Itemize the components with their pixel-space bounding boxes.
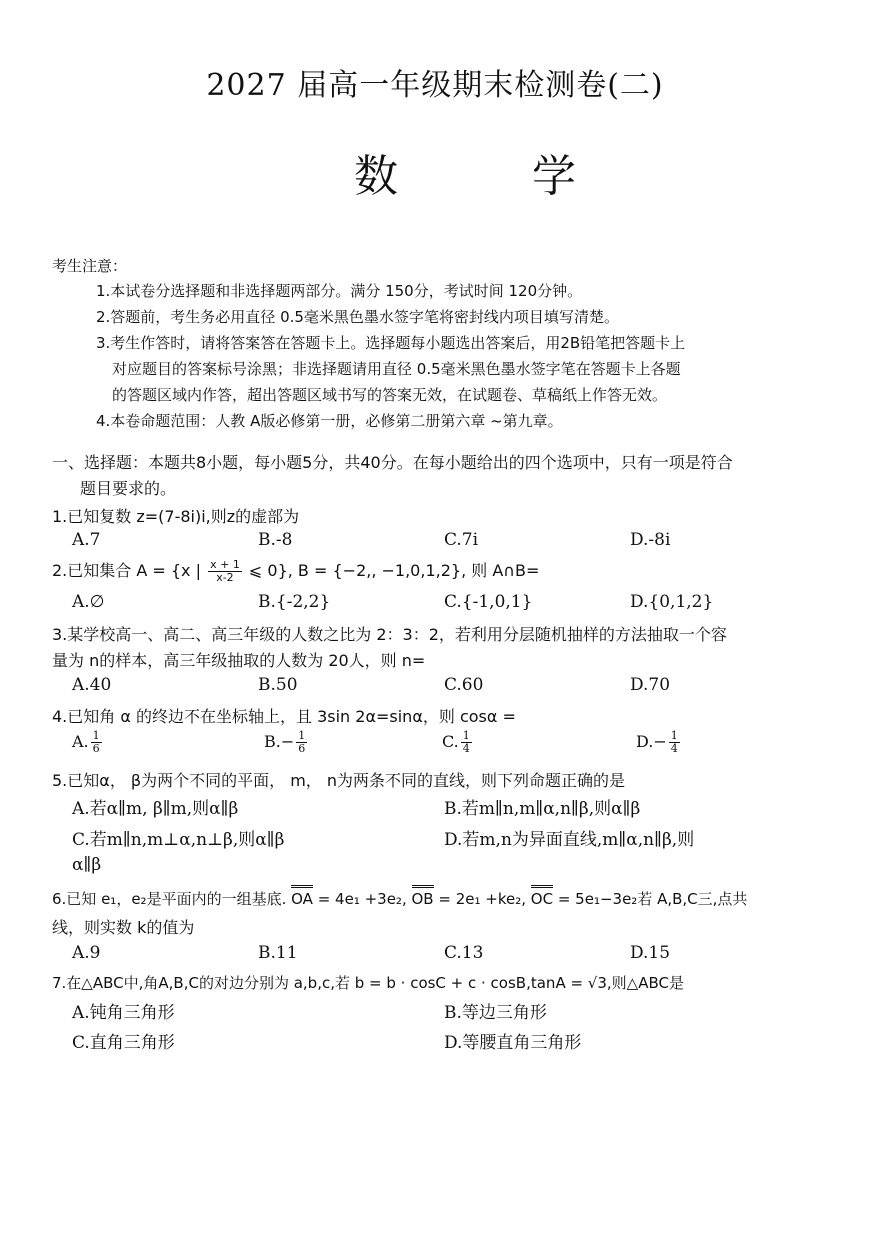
q6-stem-cont: 线，则实数 k的值为 bbox=[52, 918, 195, 937]
q6-oc-rhs: = 5e₁−3e₂ bbox=[553, 890, 638, 908]
q6-stem-pre: 6.已知 e₁，e₂是平面内的一组基底. bbox=[52, 890, 287, 908]
q6-option-a: A.9 bbox=[72, 943, 101, 963]
notice-item-4: 4.本卷命题范围：人教 A版必修第一册，必修第二册第六章 ~第九章。 bbox=[96, 412, 563, 430]
q4-option-c bbox=[442, 730, 474, 755]
q1-option-b: B.-8 bbox=[258, 530, 293, 550]
q2-frac-num: x + 1 bbox=[210, 558, 240, 571]
q4-a-frac bbox=[91, 730, 102, 755]
q5-option-c: C.若m∥n,m⊥α,n⊥β,则α∥β bbox=[72, 830, 285, 850]
q2-stem-post: ⩽ 0}, B = {−2,, −1,0,1,2}, 则 A∩B= bbox=[243, 561, 540, 580]
q4-stem: 4.已知角 α 的终边不在坐标轴上，且 3sin 2α=sinα，则 cosα = bbox=[52, 707, 516, 726]
q4-option-b bbox=[264, 730, 309, 755]
q3-option-b: B.50 bbox=[258, 675, 298, 695]
q2-option-b: B.{-2,2} bbox=[258, 592, 331, 612]
notice-item-3: 3.考生作答时，请将答案答在答题卡上。选择题每小题选出答案后，用2B铅笔把答题卡上 bbox=[96, 334, 686, 352]
q7-stem: 7.在△ABC中,角A,B,C的对边分别为 a,b,c,若 b = b · cosC + c · cosB,tanA = √3,则△ABC是 bbox=[52, 974, 684, 992]
q5-option-b: B.若m∥n,m∥α,n∥β,则α∥β bbox=[444, 799, 641, 819]
q1-option-a: A.7 bbox=[72, 530, 101, 550]
exam-title: 2027 届高一年级期末检测卷(二) bbox=[206, 68, 664, 103]
q4-d-label: D.− bbox=[636, 732, 667, 751]
section-heading-cont: 题目要求的。 bbox=[80, 479, 177, 498]
q5-option-d: D.若m,n为异面直线,m∥α,n∥β,则 bbox=[444, 830, 695, 850]
q2-fraction bbox=[208, 559, 242, 584]
q4-option-d bbox=[636, 730, 682, 755]
q4-a-den: 6 bbox=[92, 742, 100, 755]
q6-vector-oc: OC bbox=[530, 890, 554, 908]
q3-option-a: A.40 bbox=[72, 675, 112, 695]
q3-option-d: D.70 bbox=[630, 675, 671, 695]
notice-heading: 考生注意： bbox=[52, 257, 128, 275]
q2-frac-den: x-2 bbox=[216, 571, 234, 584]
q3-stem: 3.某学校高一、高二、高三年级的人数之比为 2：3：2，若利用分层随机抽样的方法抽取一个容 bbox=[52, 625, 727, 644]
notice-item-2: 2.答题前，考生务必用直径 0.5毫米黑色墨水签字笔将密封线内项目填写清楚。 bbox=[96, 308, 619, 326]
q4-b-label: B.− bbox=[264, 732, 295, 751]
q7-option-c: C.直角三角形 bbox=[72, 1033, 175, 1053]
q6-stem-post: 若 A,B,C三,点共 bbox=[637, 890, 748, 908]
q6-oa-rhs: = 4e₁ +3e₂, bbox=[312, 890, 407, 908]
q2-option-c: C.{-1,0,1} bbox=[444, 592, 533, 612]
q3-stem-cont: 量为 n的样本，高三年级抽取的人数为 20人，则 n= bbox=[52, 651, 426, 670]
q2-stem bbox=[52, 558, 539, 584]
q5-option-a: A.若α∥m, β∥m,则α∥β bbox=[72, 799, 239, 819]
q7-option-a: A.钝角三角形 bbox=[72, 1003, 175, 1023]
q5-option-d-cont: α∥β bbox=[72, 855, 102, 875]
q2-option-d: D.{0,1,2} bbox=[630, 592, 714, 612]
q5-stem: 5.已知α， β为两个不同的平面， m， n为两条不同的直线，则下列命题正确的是 bbox=[52, 771, 626, 790]
q1-option-d: D.-8i bbox=[630, 530, 671, 550]
q6-vector-oa: OA bbox=[291, 890, 313, 908]
q4-c-den: 4 bbox=[462, 742, 470, 755]
q6-option-c: C.13 bbox=[444, 943, 484, 963]
q4-d-num: 1 bbox=[670, 729, 678, 742]
q4-c-label: C. bbox=[442, 732, 459, 751]
q4-a-num: 1 bbox=[92, 729, 100, 742]
q1-option-c: C.7i bbox=[444, 530, 479, 550]
q6-ob-rhs: = 2e₁ +ke₂, bbox=[433, 890, 526, 908]
q4-c-num: 1 bbox=[462, 729, 470, 742]
notice-item-1: 1.本试卷分选择题和非选择题两部分。满分 150分，考试时间 120分钟。 bbox=[96, 282, 583, 300]
q6-stem bbox=[52, 888, 747, 909]
q4-b-num: 1 bbox=[298, 729, 306, 742]
q2-option-a: A.∅ bbox=[72, 592, 105, 612]
q6-option-b: B.11 bbox=[258, 943, 298, 963]
q7-option-b: B.等边三角形 bbox=[444, 1003, 547, 1023]
q4-a-label: A. bbox=[72, 732, 89, 751]
q4-b-frac bbox=[296, 730, 307, 755]
q4-option-a bbox=[72, 730, 104, 755]
q4-d-den: 4 bbox=[670, 742, 678, 755]
q2-stem-pre: 2.已知集合 A = {x | bbox=[52, 561, 207, 580]
q6-option-d: D.15 bbox=[630, 943, 671, 963]
q6-vector-ob: OB bbox=[411, 890, 434, 908]
q4-c-frac bbox=[461, 730, 472, 755]
q4-d-frac bbox=[669, 730, 680, 755]
q4-b-den: 6 bbox=[298, 742, 306, 755]
notice-item-3-cont1: 对应题目的答案标号涂黑；非选择题请用直径 0.5毫米黑色墨水签字笔在答题卡上各题 bbox=[112, 360, 681, 378]
q1-stem: 1.已知复数 z=(7-8i)i,则z的虚部为 bbox=[52, 507, 300, 526]
q3-option-c: C.60 bbox=[444, 675, 484, 695]
subject-title: 数 学 bbox=[354, 151, 636, 202]
q7-option-d: D.等腰直角三角形 bbox=[444, 1033, 582, 1053]
notice-item-3-cont2: 的答题区域内作答，超出答题区域书写的答案无效，在试题卷、草稿纸上作答无效。 bbox=[112, 386, 668, 404]
section-heading: 一、选择题：本题共8小题，每小题5分，共40分。在每小题给出的四个选项中，只有一项是符合 bbox=[52, 453, 733, 472]
